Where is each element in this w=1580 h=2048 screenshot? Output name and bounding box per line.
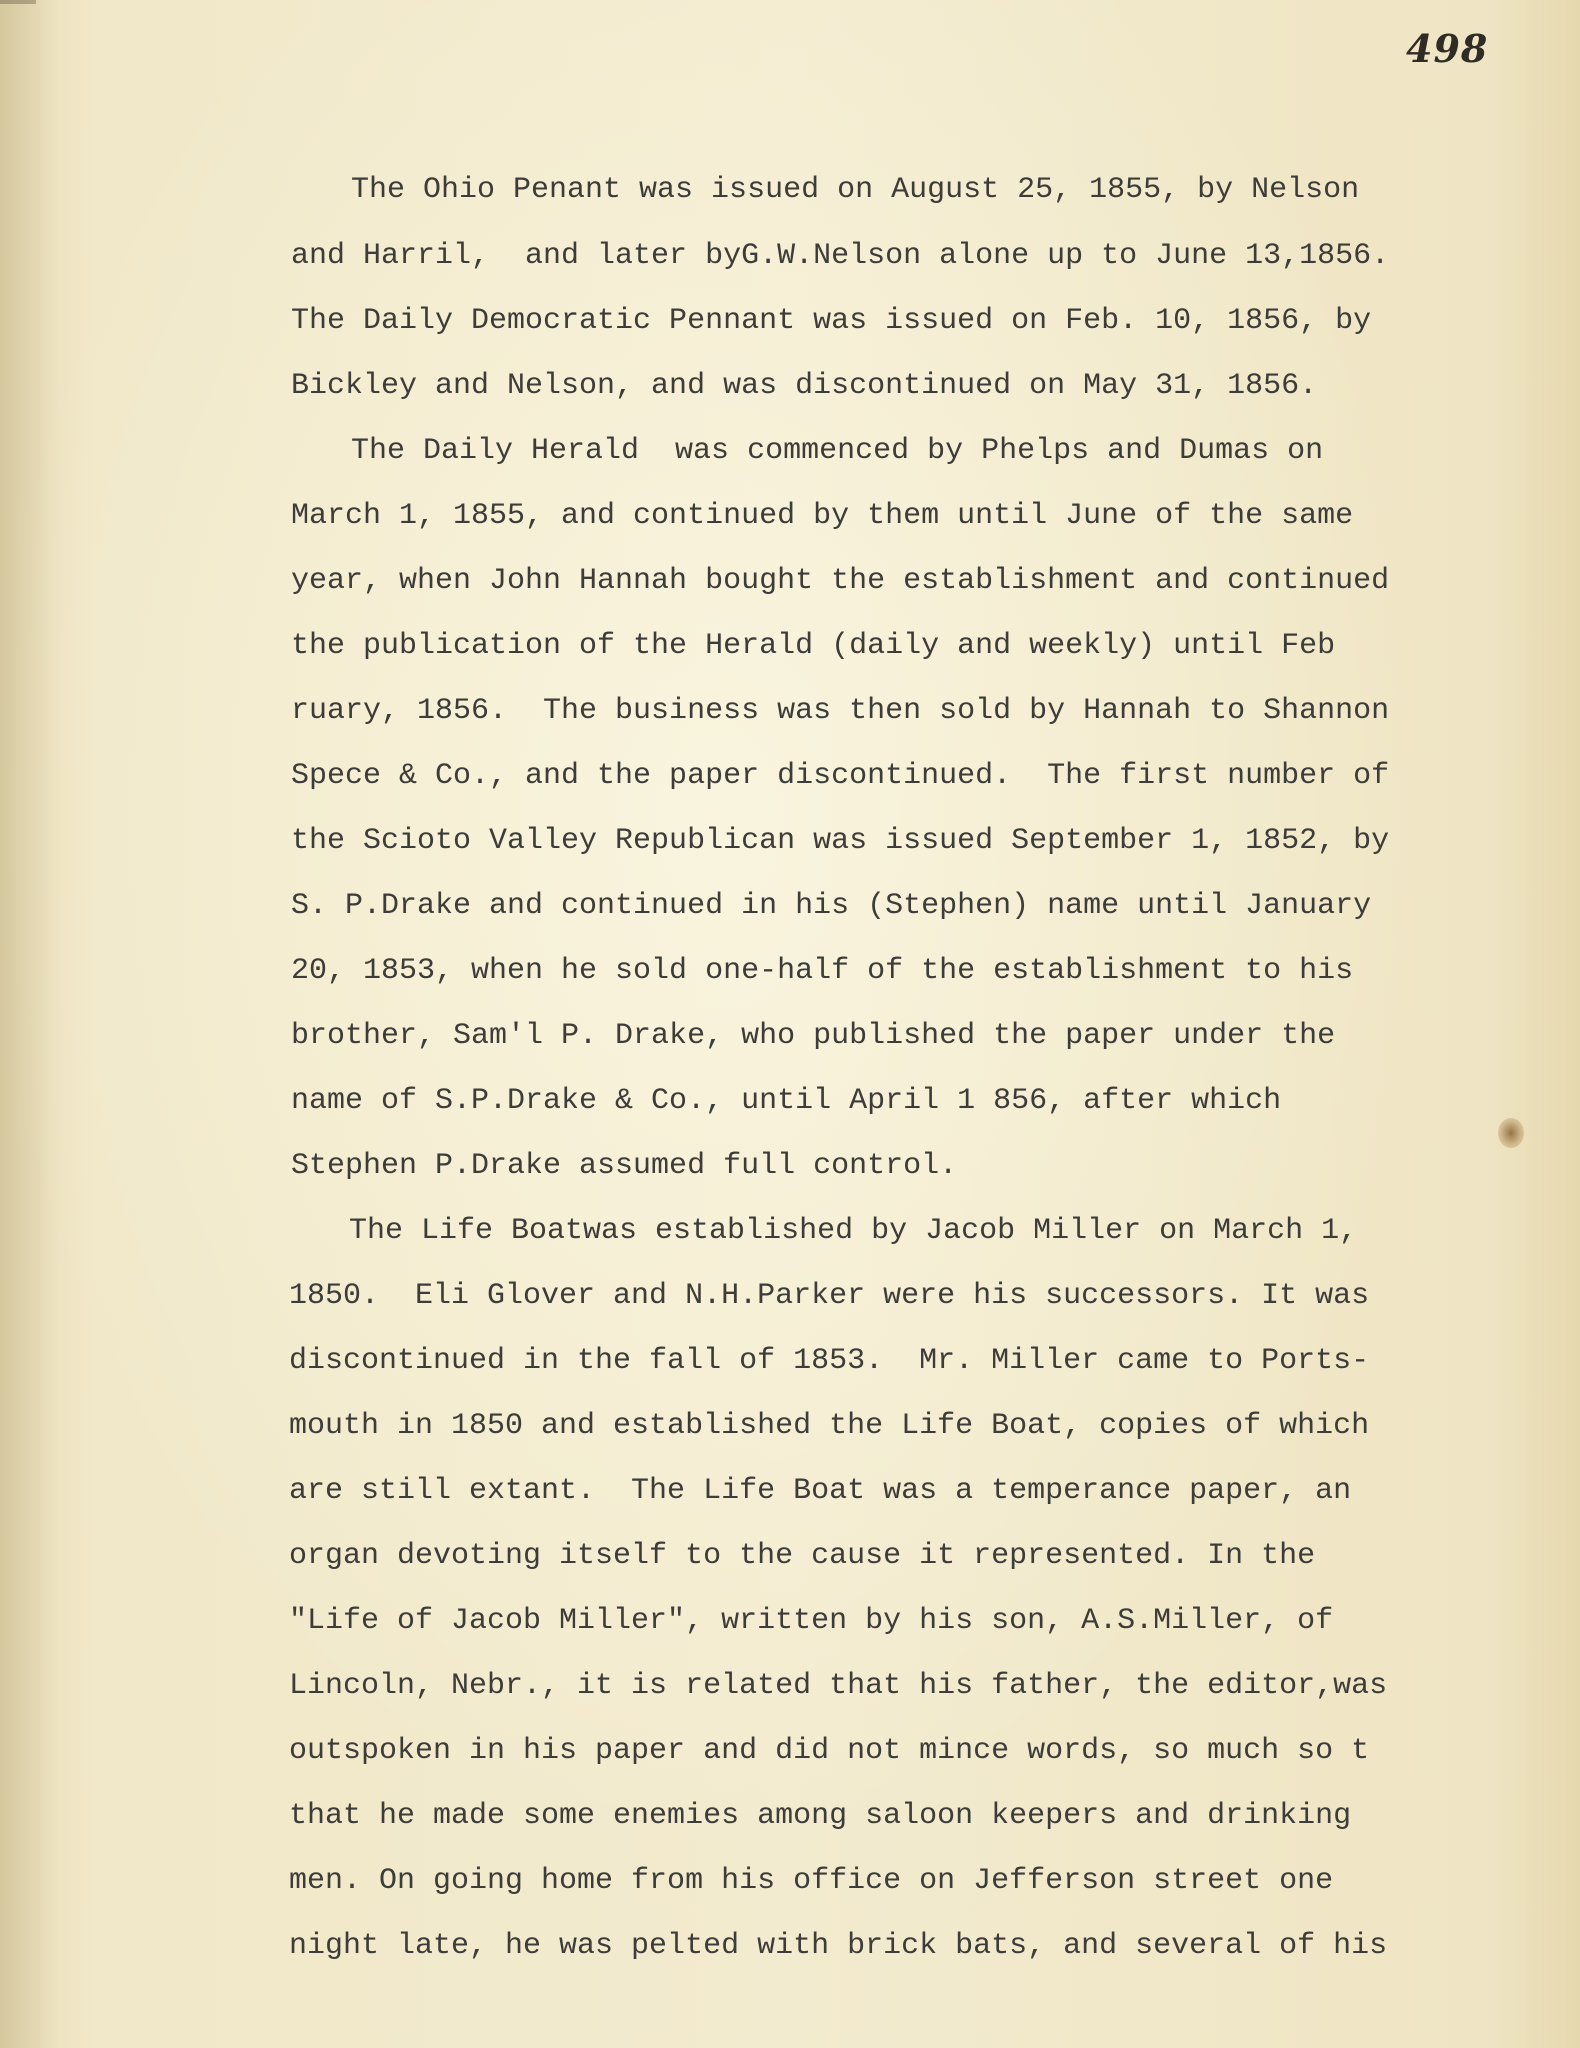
text-line: the Scioto Valley Republican was issued September 1, 1852, by — [291, 824, 1390, 858]
text-line: organ devoting itself to the cause it represented. In the — [289, 1539, 1316, 1573]
text-line: Lincoln, Nebr., it is related that his father, the editor,was — [289, 1669, 1388, 1703]
text-line: The Life Boatwas established by Jacob Miller on March 1, — [349, 1214, 1358, 1248]
text-line: The Ohio Penant was issued on August 25, 1855, by Nelson — [351, 173, 1360, 207]
text-line: S. P.Drake and continued in his (Stephen) name until January — [291, 889, 1372, 923]
text-line: men. On going home from his office on Jefferson street one — [289, 1864, 1334, 1898]
text-line: outspoken in his paper and did not mince words, so much so t — [289, 1734, 1370, 1768]
text-line: The Daily Democratic Pennant was issued on Feb. 10, 1856, by — [291, 304, 1372, 338]
text-line: Stephen P.Drake assumed full control. — [291, 1149, 958, 1183]
text-line: The Daily Herald was commenced by Phelps and Dumas on — [351, 434, 1324, 468]
text-line: ruary, 1856. The business was then sold by Hannah to Shannon — [291, 694, 1390, 728]
text-line: and Harril, and later byG.W.Nelson alone up to June 13,1856. — [291, 239, 1390, 273]
text-line: the publication of the Herald (daily and weekly) until Feb — [291, 629, 1336, 663]
text-line: 20, 1853, when he sold one-half of the establishment to his — [291, 954, 1354, 988]
text-line: name of S.P.Drake & Co., until April 1 856, after which — [291, 1084, 1282, 1118]
text-line: mouth in 1850 and established the Life Boat, copies of which — [289, 1409, 1370, 1443]
text-line: that he made some enemies among saloon keepers and drinking — [289, 1799, 1352, 1833]
text-line: night late, he was pelted with brick bats, and several of his — [289, 1929, 1388, 1963]
text-line: Spece & Co., and the paper discontinued. The first number of — [291, 759, 1390, 793]
text-line: discontinued in the fall of 1853. Mr. Miller came to Ports- — [289, 1344, 1370, 1378]
text-line: year, when John Hannah bought the establishment and continued — [291, 564, 1390, 598]
text-line: March 1, 1855, and continued by them until June of the same — [291, 499, 1354, 533]
text-line: Bickley and Nelson, and was discontinued on May 31, 1856. — [291, 369, 1318, 403]
text-line: are still extant. The Life Boat was a temperance paper, an — [289, 1474, 1352, 1508]
text-line: 1850. Eli Glover and N.H.Parker were his successors. It was — [289, 1279, 1370, 1313]
text-line: brother, Sam'l P. Drake, who published the paper under the — [291, 1019, 1336, 1053]
page-number: 498 — [1406, 26, 1489, 71]
text-line: "Life of Jacob Miller", written by his son, A.S.Miller, of — [289, 1604, 1334, 1638]
